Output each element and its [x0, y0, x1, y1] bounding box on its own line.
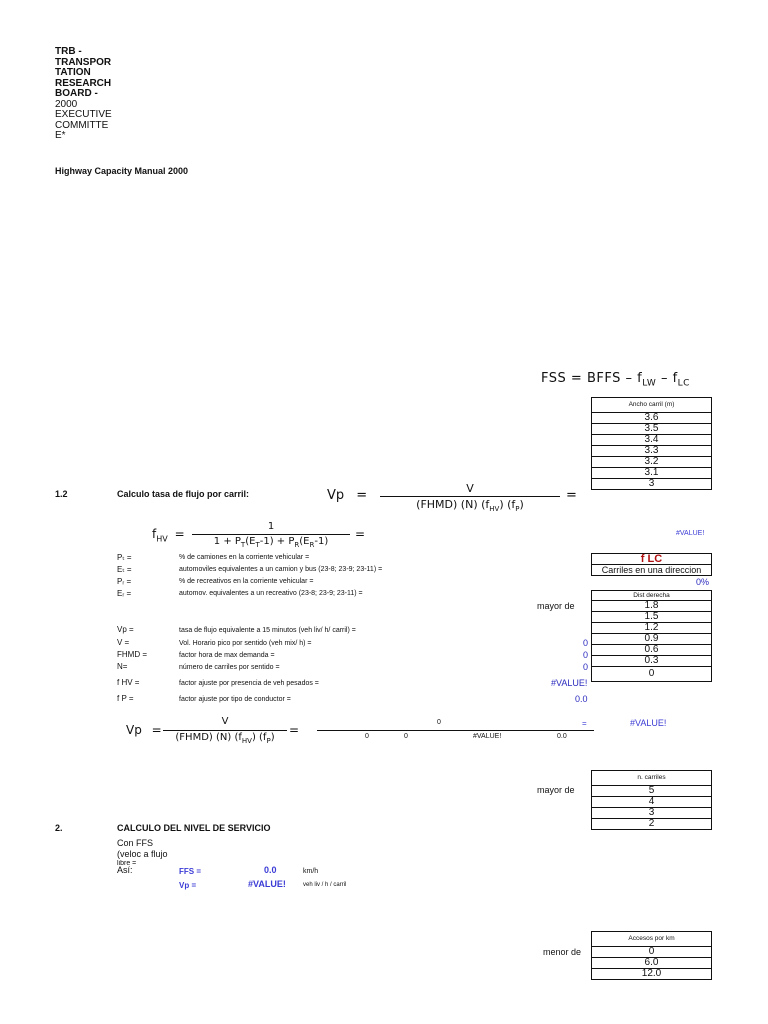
vp-top-eq: = — [356, 488, 368, 503]
section-1-2-title: Calculo tasa de flujo por carril: — [117, 489, 250, 499]
fhv-den-et: T — [255, 541, 260, 549]
doc-title: Highway Capacity Manual 2000 — [55, 166, 189, 176]
fhv-denominator — [192, 536, 350, 549]
lanes-header: n. carriles — [592, 771, 712, 786]
var-n-value: 0 — [583, 662, 589, 672]
dist-row: 1.5 — [592, 612, 712, 623]
con-ffs-block — [117, 838, 168, 876]
lane-width-row: 3.5 — [592, 424, 712, 435]
con-ffs-line-2: (veloc a flujo — [117, 849, 168, 859]
ffs-formula-flw-sub: LW — [642, 378, 657, 389]
fhv-eq: = — [174, 527, 185, 541]
org-line-8: COMMITTE — [55, 119, 109, 131]
lane-width-row: 3.1 — [592, 468, 712, 479]
lane-width-row: 3 — [592, 479, 712, 490]
vp-calc-result: #VALUE! — [630, 718, 667, 728]
vp-calc-fraction-bar — [317, 730, 594, 731]
var-pr-desc: % de recreativos en la corriente vehicular = — [179, 578, 314, 585]
fhv-den-t: T — [240, 541, 246, 549]
dist-row: 0.6 — [592, 645, 712, 656]
vp-bottom-den-end: ) — [270, 732, 275, 743]
con-ffs-line-4: Así: — [117, 865, 133, 875]
vp-label: Vp = — [179, 881, 197, 890]
dist-row: 0 — [592, 667, 712, 682]
org-header — [55, 47, 125, 142]
ffs-formula-bffs: BFFS — [586, 371, 621, 386]
lanes-table — [591, 770, 712, 830]
vp-top-lhs: Vp — [327, 488, 345, 503]
vp-top-den-p: P — [515, 505, 520, 514]
var-fhmd-desc: factor hora de max demanda = — [179, 652, 275, 659]
con-ffs-line-3: libre = — [117, 860, 137, 865]
vp-top-den: (FHMD) (N) (f — [416, 498, 490, 511]
fhv-den: 1 + P — [213, 536, 241, 547]
ffs-formula-minus-2: – — [660, 371, 668, 386]
var-vp-desc: tasa de flujo equivalente a 15 minutos (veh liv/ h/ carril) = — [179, 627, 356, 634]
org-line-4: RESEARCH — [55, 77, 112, 89]
var-fhv-desc: factor ajuste por presencia de veh pesados = — [179, 680, 319, 687]
fhv-numerator: 1 — [267, 521, 275, 532]
vp-bottom-den: (FHMD) (N) (f — [175, 732, 242, 743]
flc-subtitle: Carriles en una direccion — [592, 565, 712, 576]
ffs-formula-eq: = — [570, 371, 583, 386]
vp-top-eq2: = — [566, 488, 577, 503]
vp-bottom-denominator — [163, 732, 287, 745]
vp-formula-top-lhs — [327, 488, 367, 503]
vp-unit: veh liv / h / carril — [303, 882, 347, 888]
access-row: 12.0 — [592, 969, 712, 980]
vp-calc-numerator: 0 — [437, 719, 441, 726]
dist-header: Dist derecha — [592, 591, 712, 601]
var-fhv-value: #VALUE! — [551, 678, 588, 688]
org-line-9: E* — [55, 130, 66, 141]
vp-bottom-den-mid: ) (f — [251, 732, 267, 743]
var-pr-symbol: Pᵣ = — [117, 577, 132, 586]
org-line-6: 2000 — [55, 98, 78, 110]
org-line-7: EXECUTIVE — [55, 109, 112, 120]
lanes-row: 4 — [592, 797, 712, 808]
dist-row: 1.2 — [592, 623, 712, 634]
vp-calc-den-n: 0 — [404, 733, 408, 740]
dist-row: 1.8 — [592, 601, 712, 612]
flc-title: f LC — [592, 554, 712, 565]
lane-width-row: 3.4 — [592, 435, 712, 446]
flc-table — [591, 553, 712, 576]
org-line-3: TATION — [55, 67, 91, 78]
vp-bottom-numerator: V — [221, 716, 229, 727]
vp-result: #VALUE! — [248, 879, 286, 889]
ffs-formula-flw: f — [637, 371, 643, 386]
fhv-lhs-sub: HV — [156, 534, 168, 544]
fhv-formula-lhs — [152, 527, 185, 543]
con-ffs-line-1: Con FFS — [117, 838, 154, 848]
section-2-title: CALCULO DEL NIVEL DE SERVICIO — [117, 823, 271, 833]
vp-top-den-end: ) — [519, 498, 524, 511]
fhv-den-end: -1) — [314, 536, 329, 547]
fhv-den-mid: (E — [245, 536, 256, 547]
var-n-symbol: N= — [117, 662, 128, 671]
fhv-den-er: R — [309, 541, 315, 549]
vp-bottom-den-p: P — [266, 737, 271, 745]
ffs-formula — [541, 371, 690, 389]
fhv-den-mid2: -1) + P — [259, 536, 295, 547]
dist-row: 0.9 — [592, 634, 712, 645]
fhv-lhs: f — [152, 527, 157, 541]
org-line-5: BOARD - — [55, 88, 98, 99]
vp-bottom-lhs-text: Vp — [126, 723, 142, 737]
section-1-2-number: 1.2 — [55, 489, 68, 499]
section-2-number: 2. — [55, 823, 63, 833]
fhv-value: #VALUE! — [676, 530, 705, 537]
vp-bottom-eq2: = — [289, 723, 300, 737]
vp-bottom-lhs — [126, 723, 162, 737]
fhv-den-r: R — [294, 541, 300, 549]
access-table — [591, 931, 712, 980]
vp-calc-den-fp: 0.0 — [557, 733, 567, 740]
vp-top-numerator: V — [466, 482, 474, 495]
var-v-value: 0 — [583, 638, 589, 648]
dist-row: 0.3 — [592, 656, 712, 667]
access-row: 0 — [592, 947, 712, 958]
ffs-label: FFS = — [179, 867, 202, 876]
vp-top-den-hv: HV — [489, 505, 500, 514]
dist-label: mayor de — [537, 601, 575, 611]
var-fhmd-symbol: FHMD = — [117, 650, 147, 659]
var-fp-value: 0.0 — [575, 694, 588, 704]
var-vp-symbol: Vp = — [117, 625, 134, 634]
vp-top-den-mid: ) (f — [499, 498, 516, 511]
var-et-symbol: Eₜ = — [117, 565, 132, 574]
access-row: 6.0 — [592, 958, 712, 969]
vp-top-fraction-bar — [380, 496, 560, 497]
var-et-desc: automoviles equivalentes a un camion y bus (23-8; 23-9; 23-11) = — [179, 566, 383, 573]
vp-calc-den-fhv: #VALUE! — [473, 733, 502, 740]
ffs-formula-minus-1: – — [625, 371, 633, 386]
lane-width-row: 3.2 — [592, 457, 712, 468]
var-v-desc: Vol. Horario pico por sentido (veh mix/ h) = — [179, 640, 312, 647]
var-v-symbol: V = — [117, 638, 130, 647]
vp-top-denominator — [380, 498, 560, 513]
lane-width-row: 3.3 — [592, 446, 712, 457]
access-label: menor de — [543, 947, 582, 957]
var-fhv-symbol: f HV = — [117, 678, 140, 687]
ffs-formula-flc-sub: LC — [677, 378, 690, 389]
lanes-row: 5 — [592, 786, 712, 797]
org-line-1: TRB - — [55, 46, 82, 57]
access-header: Accesos por km — [592, 932, 712, 947]
vp-bottom-eq: = — [151, 723, 162, 737]
dist-table — [591, 590, 712, 682]
flc-percentage: 0% — [696, 577, 710, 587]
lanes-row: 2 — [592, 819, 712, 830]
ffs-value: 0.0 — [264, 865, 277, 875]
lanes-row: 3 — [592, 808, 712, 819]
lane-width-table — [591, 397, 712, 490]
var-n-desc: número de carriles por sentido = — [179, 664, 280, 671]
lanes-label: mayor de — [537, 785, 575, 795]
ffs-formula-lhs: FSS — [541, 371, 567, 386]
lane-width-header: Ancho carril (m) — [592, 398, 712, 413]
fhv-fraction-bar — [192, 534, 350, 535]
var-fp-symbol: f P = — [117, 694, 134, 703]
var-fp-desc: factor ajuste por tipo de conductor = — [179, 696, 291, 703]
org-line-2: TRANSPOR — [55, 56, 112, 68]
ffs-unit: km/h — [303, 868, 319, 875]
lane-width-row: 3.6 — [592, 413, 712, 424]
var-pt-symbol: Pₜ = — [117, 553, 132, 562]
vp-calc-den-v: 0 — [365, 733, 369, 740]
var-er-symbol: Eᵣ = — [117, 589, 132, 598]
var-er-desc: automov. equivalentes a un recreativo (23-8; 23-9; 23-11) = — [179, 590, 363, 597]
vp-bottom-den-hv: HV — [241, 737, 252, 745]
fhv-eq2: = — [355, 527, 366, 541]
var-pt-desc: % de camiones en la corriente vehicular = — [179, 554, 310, 561]
fhv-den-mid3: (E — [299, 536, 310, 547]
vp-bottom-fraction-bar — [163, 730, 287, 731]
var-fhmd-value: 0 — [583, 650, 589, 660]
vp-calc-eq: = — [582, 719, 587, 728]
ffs-formula-flc: f — [672, 371, 678, 386]
